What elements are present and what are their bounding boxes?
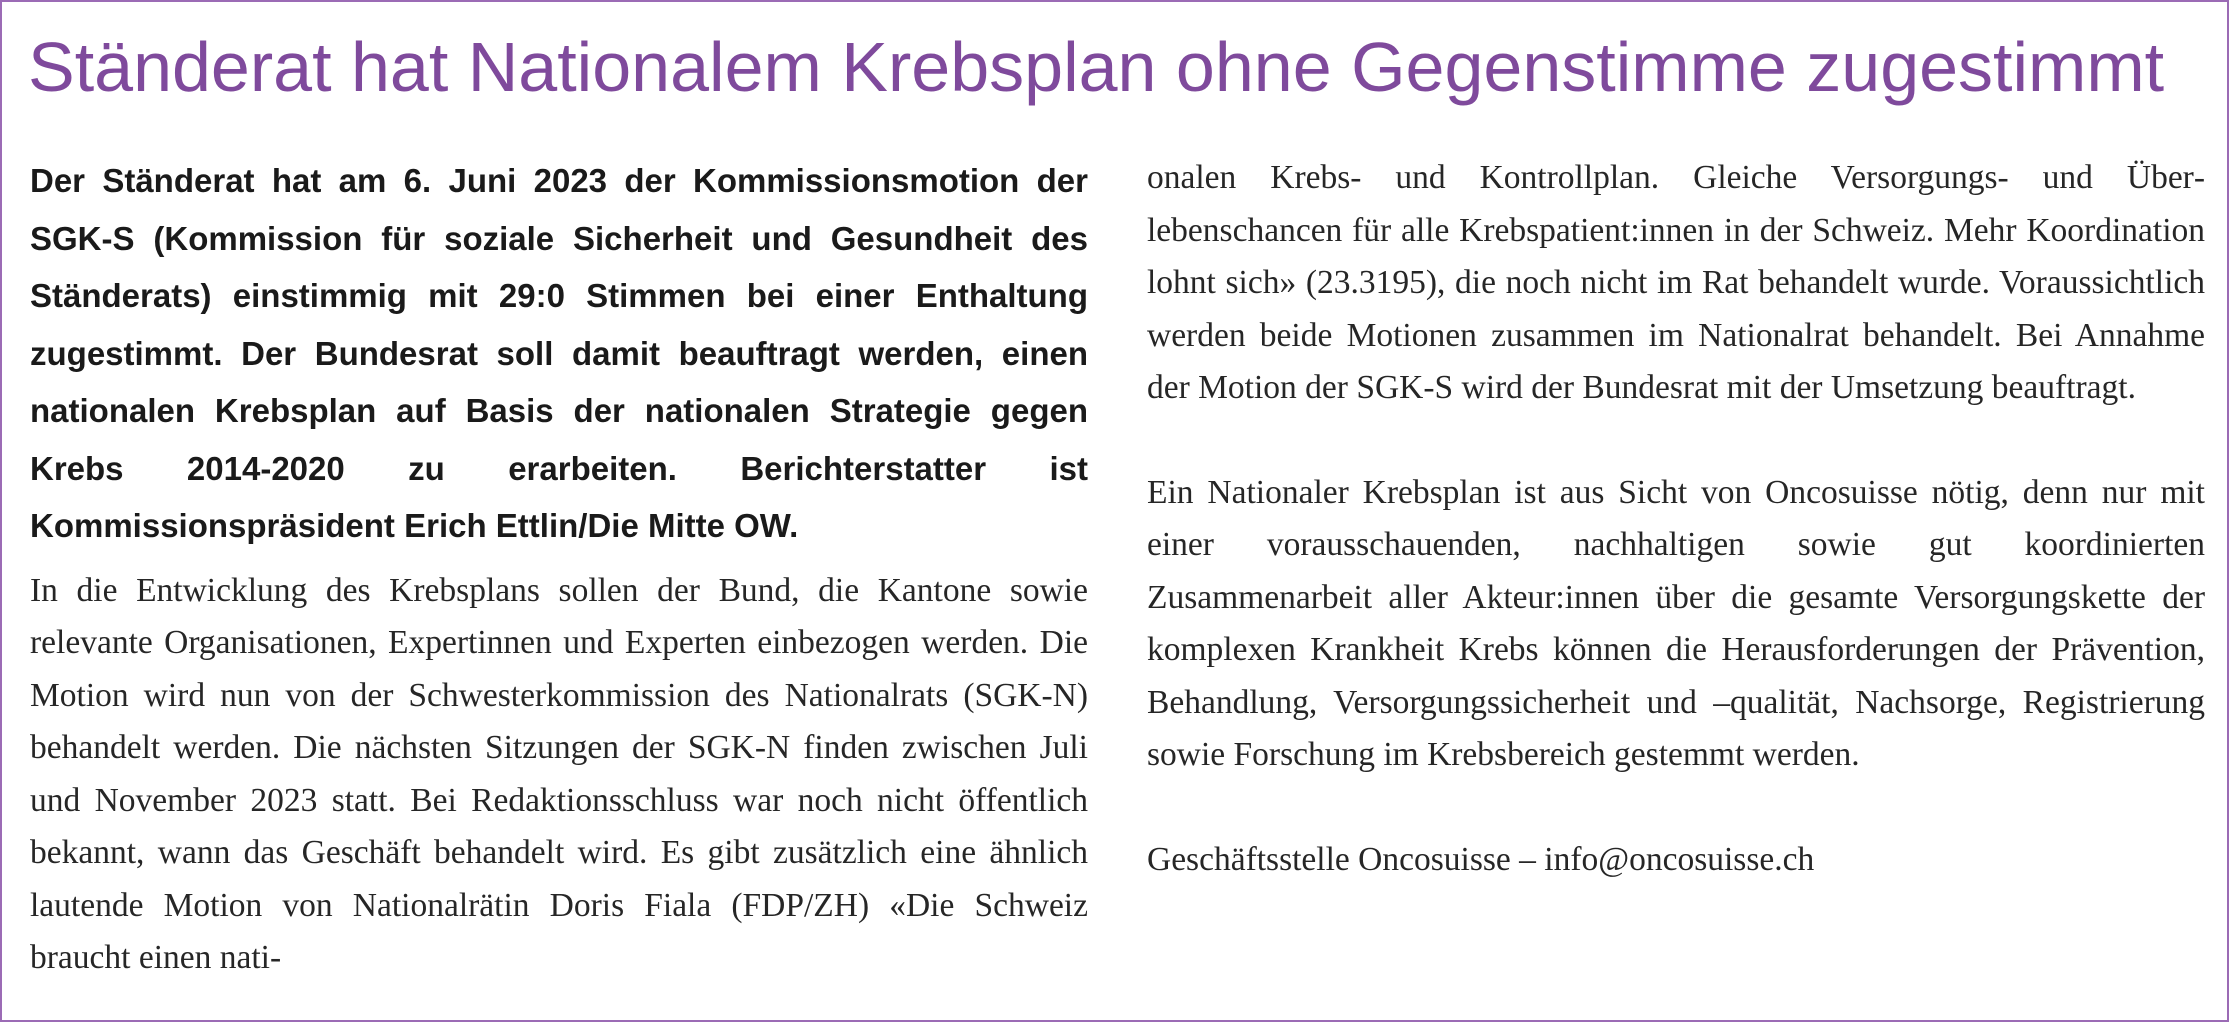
left-column: [30, 152, 1088, 985]
article-signature: Geschäftsstelle Oncosuisse – info@oncosuisse.ch: [1147, 840, 1815, 878]
body-paragraph-1-part-2: onalen Krebs- und Kontrollplan. Gleiche Versorgungs- und Überlebenschancen für alle Krebspatient:innen in der Schweiz. Mehr Koordination lohnt sich» (23.3195), die noch nicht im Rat behandelt wurde. Voraussichtlich werden beide Motionen zusammen im Nationalrat behandelt. Bei Annahme der Motion der SGK-S wird der Bundesrat mit der Umsetzung beauftragt.: [1147, 159, 2205, 406]
body-paragraph-1-part-1: In die Entwicklung des Krebsplans sollen der Bund, die Kantone sowie relevante Organisationen, Expertinnen und Experten einbezogen werden. Die Motion wird nun von der Schwesterkommission des Nationalrats (SGK-N) behandelt werden. Die nächsten Sitzungen der SGK-N finden zwischen Juli und November 2023 statt. Bei Redaktionsschluss war noch nicht öffentlich bekannt, wann das Geschäft behandelt wird. Es gibt zusätzlich eine ähnlich lautende Motion von Nationalrätin Doris Fiala (FDP/ZH) «Die Schweiz braucht einen nati-: [30, 571, 1088, 976]
article-title: Ständerat hat Nationalem Krebsplan ohne Gegenstimme zugestimmt: [28, 28, 2165, 106]
right-column: [1147, 152, 2205, 886]
body-paragraph-2: Ein Nationaler Krebsplan ist aus Sicht von Oncosuisse nötig, denn nur mit einer vorausschauenden, nachhaltigen sowie gut koordinierten Zusammenarbeit aller Akteur:innen über die gesamte Versorgungskette der komplexen Krankheit Krebs können die Herausforderungen der Prävention, Behandlung, Versorgungssicherheit und –qualität, Nachsorge, Registrierung sowie Forschung im Krebsbereich gestemmt werden.: [1147, 473, 2205, 773]
article-lead: Der Ständerat hat am 6. Juni 2023 der Kommissionsmotion der SGK-S (Kommission für soziale Sicherheit und Gesundheit des Ständerats) einstimmig mit 29:0 Stimmen bei einer Enthaltung zugestimmt. Der Bundesrat soll damit beauftragt werden, einen nationalen Krebsplan auf Basis der nationalen Strategie gegen Krebs 2014-2020 zu erarbeiten. Berichterstatter ist Kommissionspräsident Erich Ettlin/Die Mitte OW.: [30, 162, 1088, 544]
